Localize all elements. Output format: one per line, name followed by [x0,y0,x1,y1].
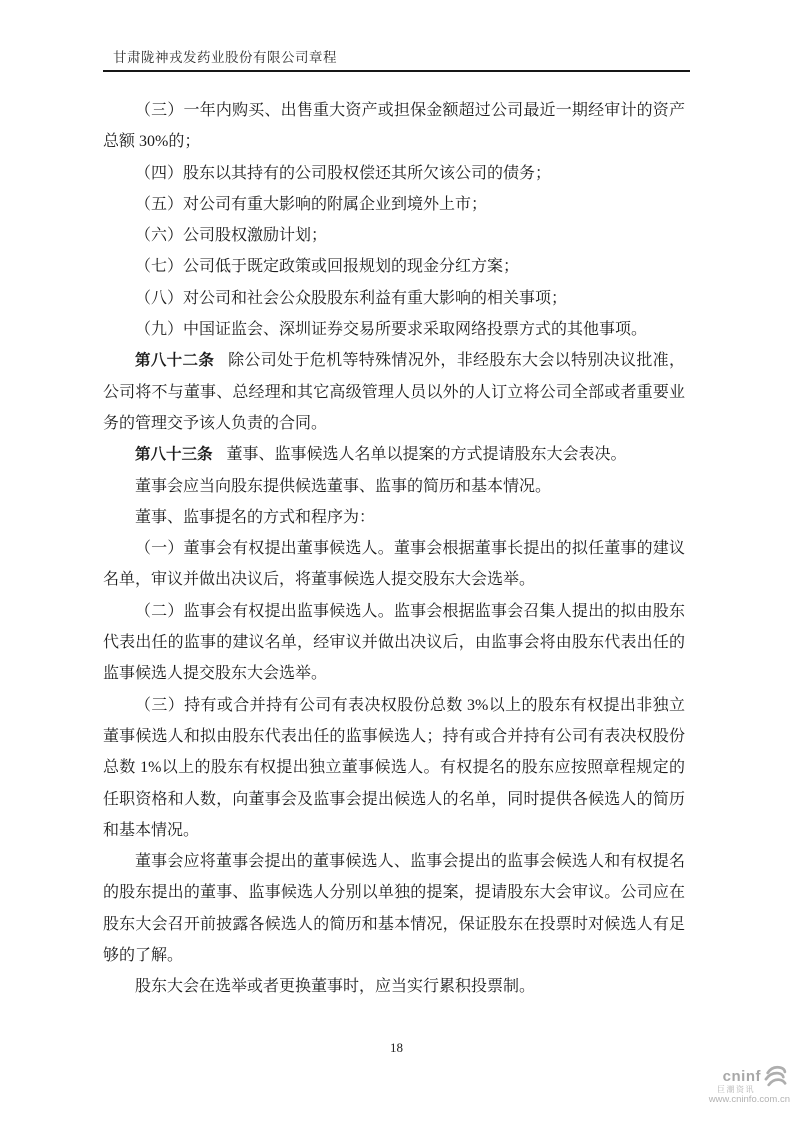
paragraph-text: 除公司处于危机等特殊情况外，非经股东大会以特别决议批准，公司将不与董事、总经理和其它高级管理人员以外的人订立将公司全部或者重要业务的管理交予该人负责的合同。 [103,352,685,432]
paragraph-text: （五）对公司有重大影响的附属企业到境外上市； [135,195,488,213]
clause-item-8 [103,283,685,314]
header-title: 甘肃陇神戎发药业股份有限公司章程 [113,50,337,65]
clause-item-4 [103,158,685,189]
page-header [103,46,690,72]
article-number: 第八十二条 [135,352,215,370]
cninfo-url: www.cninfo.com.cn [708,1094,790,1105]
nomination-item-3 [103,690,685,846]
nomination-item-1 [103,533,685,596]
cninfo-watermark [673,1060,793,1114]
paragraph-text: （四）股东以其持有的公司股权偿还其所欠该公司的债务； [135,164,552,182]
cninfo-swirl-icon [763,1063,788,1088]
paragraph-text: （一）董事会有权提出董事候选人。董事会根据董事长提出的拟任董事的建议名单，审议并做出决议后，将董事候选人提交股东大会选举。 [103,540,685,589]
cninfo-brand-text: cninf [722,1068,761,1085]
paragraph-text: （六）公司股权激励计划； [135,227,328,245]
paragraph-text: （三）持有或合并持有公司有表决权股份总数 3%以上的股东有权提出非独立董事候选人和拟由股东代表出任的监事候选人；持有或合并持有公司有表决权股份总数 1%以上的股东有权提出独立董事候选人。有权提名的股东应按照章程规定的任职资格和人数，向董事会及监事会提出候选人的名单，同时提供各候选人的简历和基本情况。 [103,696,685,839]
article-83 [103,439,685,470]
clause-item-7 [103,251,685,282]
paragraph [103,846,685,971]
paragraph-text: 董事、监事提名的方式和程序为： [135,508,376,526]
paragraph-text: （二）监事会有权提出监事候选人。监事会根据监事会召集人提出的拟由股东代表出任的监事的建议名单，经审议并做出决议后，由监事会将由股东代表出任的监事候选人提交股东大会选举。 [103,602,685,683]
clause-item-9 [103,314,685,345]
paragraph-text: 董事会应当向股东提供候选董事、监事的简历和基本情况。 [135,477,552,495]
clause-item-6 [103,220,685,251]
article-82 [103,345,685,439]
article-number: 第八十三条 [135,446,213,464]
paragraph-text: （三）一年内购买、出售重大资产或担保金额超过公司最近一期经审计的资产总额 30%的； [103,102,685,151]
clause-item-5 [103,189,685,220]
paragraph [103,471,685,502]
paragraph-text: 股东大会在选举或者更换董事时，应当实行累积投票制。 [135,978,536,996]
paragraph-text: 董事、监事候选人名单以提案的方式提请股东大会表决。 [226,446,627,464]
paragraph-text: 董事会应将董事会提出的董事候选人、监事会提出的监事会候选人和有权提名的股东提出的董事、监事候选人分别以单独的提案，提请股东大会审议。公司应在股东大会召开前披露各候选人的简历和基本情况，保证股东在投票时对候选人有足够的了解。 [103,853,685,965]
cninfo-subtitle: 巨潮资讯 [717,1085,755,1094]
paragraph-text: （九）中国证监会、深圳证券交易所要求采取网络投票方式的其他事项。 [135,321,648,339]
paragraph-text: （七）公司低于既定政策或回报规划的现金分红方案； [135,258,520,276]
paragraph [103,502,685,533]
paragraph-text: （八）对公司和社会公众股股东利益有重大影响的相关事项； [135,289,568,307]
paragraph [103,971,685,1002]
nomination-item-2 [103,596,685,690]
page-number: 18 [390,1040,403,1055]
document-body [103,95,685,1003]
clause-item-3 [103,95,685,158]
